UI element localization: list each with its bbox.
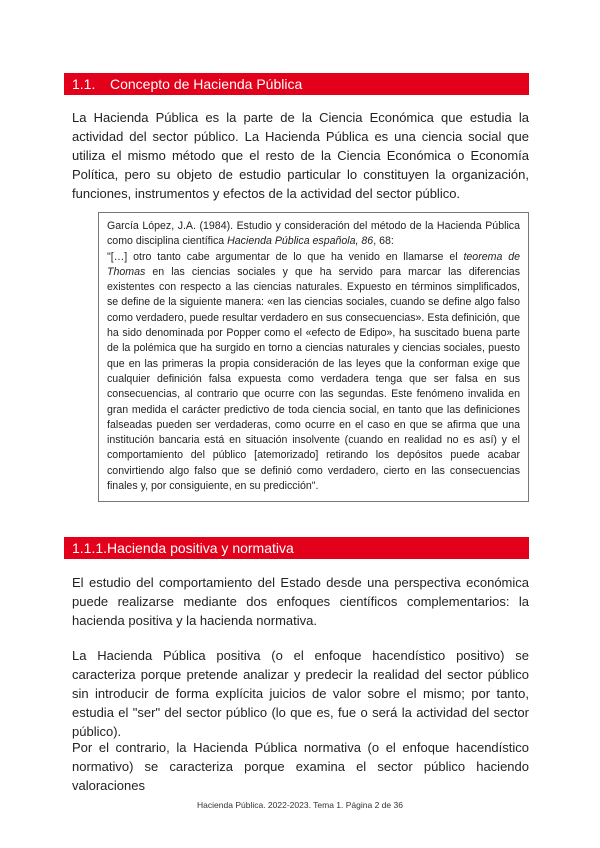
citation-text: "[…] otro tanto cabe argumentar de lo que ha venido en llamarse el teorema de Thomas en las ciencias sociales y que ha servido para marcar las diferencias existentes con respecto a las ciencias naturales. Expuesto en términos simplificados, se define de la siguiente manera: «en las ciencias sociales, cuando se define algo falso como verdadero, puede resultar verdadero en sus consecuencias». Esta definición, que ha sido denominada por Popper como el «efecto de Edipo», ha suscitado buena parte de la polémica que ha surgido en torno a ciencias naturales y ciencias sociales, puesto que en las primeras la propia consideración de las leyes que la conforman exige que cualquier definición falsa expuesta como verdadera tenga que ser falsa en sus consecuencias, al contrario que ocurre con las segundas. Este fenómeno invalida en gran medida el carácter predictivo de toda ciencia social, en tanto que las definiciones falseadas pueden ser verdaderas, como ocurre en el caso en que se afirma que una institución bancaria está en situación insolvente (cuando en realidad no es así) y el comportamiento del público [atemorizado] retirando los depósitos puede acabar convirtiendo algo falso que se definió como verdadero, cierto en las consecuencias finales y, por consiguiente, en su predicción". [107, 250, 520, 493]
theorem-name: teorema de Thomas [107, 250, 520, 278]
section-header [64, 73, 529, 95]
paragraph-normative: Por el contrario, la Hacienda Pública normativa (o el enfoque hacendístico normativo) se caracteriza porque examina el sector público haciendo valoraciones [72, 740, 529, 793]
subsection-header [64, 537, 529, 559]
section-number: 1.1. [72, 76, 96, 92]
section-title: Concepto de Hacienda Pública [110, 76, 303, 92]
subsection-title: 1.1.1.Hacienda positiva y normativa [72, 540, 294, 556]
paragraph-positive: La Hacienda Pública positiva (o el enfoque hacendístico positivo) se caracteriza porque pretende analizar y predecir la realidad del sector público sin introducir de forma explícita juicios de valor sobre el mismo; por tanto, estudia el "ser" del sector público (lo que es, fue o será la actividad del sector público). [72, 648, 529, 739]
page-footer: Hacienda Pública. 2022-2023. Tema 1. Página 2 de 36 [197, 800, 403, 810]
intro-paragraph: La Hacienda Pública es la parte de la Ciencia Económica que estudia la actividad del sector público. La Hacienda Pública es una ciencia social que utiliza el mismo método que el resto de la Ciencia Económica o Economía Política, pero su objeto de estudio particular lo constituyen la organización, funciones, instrumentos y efectos de la actividad del sector público. [72, 110, 529, 201]
citation-box [98, 212, 529, 502]
citation-reference: García López, J.A. (1984). Estudio y consideración del método de la Hacienda Pública como disciplina científica Hacienda Pública española, 86, 68: [107, 220, 520, 248]
paragraph-intro-approaches: El estudio del comportamiento del Estado desde una perspectiva económica puede realizarse mediante dos enfoques científicos complementarios: la hacienda positiva y la hacienda normativa. [72, 575, 529, 628]
journal-title: Hacienda Pública española, 86 [227, 235, 374, 248]
